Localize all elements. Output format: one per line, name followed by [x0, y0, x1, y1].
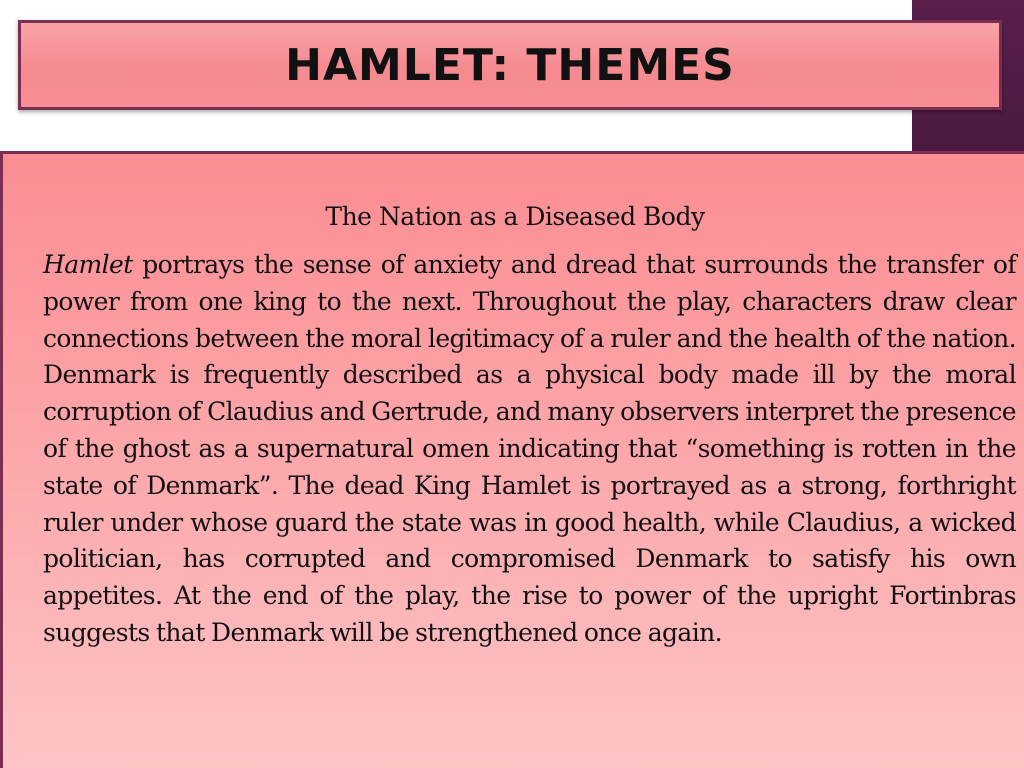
title-box	[18, 20, 1002, 110]
body-lead-title: Hamlet	[43, 250, 133, 279]
content-box	[0, 151, 1024, 768]
body-paragraph-text: portrays the sense of anxiety and dread that surrounds the transfer of power from one king to the next. Throughout the play, characters draw clear connections between the moral legitimacy of a ruler and the health of the nation. Denmark is frequently described as a physical body made ill by the moral corruption of Claudius and Gertrude, and many observers interpret the presence of the ghost as a supernatural omen indicating that “something is rotten in the state of Denmark”. The dead King Hamlet is portrayed as a strong, forthright ruler under whose guard the state was in good health, while Claudius, a wicked politician, has corrupted and compromised Denmark to satisfy his own appetites. At the end of the play, the rise to power of the upright Fortinbras suggests that Denmark will be strengthened once again.	[43, 250, 1016, 647]
section-subtitle: The Nation as a Diseased Body	[325, 202, 705, 231]
body-paragraph	[43, 247, 1016, 652]
slide-title: HAMLET: THEMES	[285, 39, 735, 91]
